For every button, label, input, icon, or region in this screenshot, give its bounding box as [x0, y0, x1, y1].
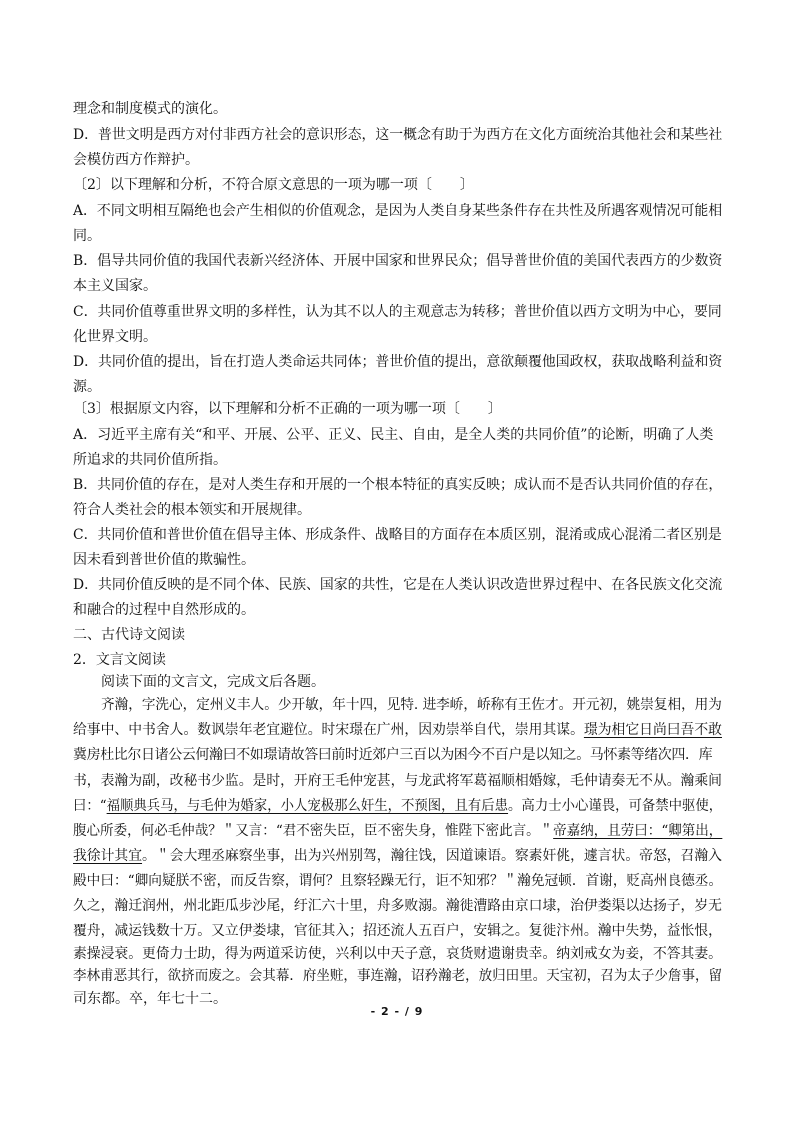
option-b: B．倡导共同价值的我国代表新兴经济体、开展中国家和世界民众；倡导普世价值的美国代表西方的少数资: [73, 253, 723, 269]
option-d: D．共同价值反映的是不同个体、民族、国家的共性，它是在人类认识改造世界过程中、在各民族文化交流: [73, 577, 723, 593]
text-line: 符合人类社会的根本领实和开展规律。: [73, 502, 311, 518]
underlined-sentence: 帝嘉纳，且劳曰：“卿第出，: [553, 823, 723, 839]
underlined-sentence: 我徐计其宜: [73, 848, 143, 864]
text-line: 会模仿西方作辩护。: [73, 152, 199, 168]
text-line: 所追求的共同价值所指。: [73, 452, 227, 468]
passage-line: 冀房杜比尔日诸公云何瀚曰不如璟请故答曰前时近郊户三百以为困今不百户是以知之。马怀素等绪次四．库: [73, 747, 713, 763]
option-a: A．习近平主席有关“和平、开展、公平、正义、民主、自由，是全人类的共同价值”的论断，明确了人类: [73, 427, 714, 443]
section-heading: 二、古代诗文阅读: [73, 627, 185, 643]
passage-line: 殿中曰：“卿向疑朕不密，而反告察，谓何？且察轻躁无行，讵不知邪？＂瀚免冠顿．首谢，贬高州良德丞。: [73, 873, 723, 889]
passage-line: 腹心所委，何必毛仲哉？＂又言：“君不密失臣，臣不密失身，惟陛下密此言。＂帝嘉纳，且劳曰：“卿第出，: [73, 823, 723, 839]
passage-line: 素操浸衰。更倚力士助，得为两道采访使，兴利以中天子意，哀货财遗谢贵幸。纳刘戒女为妾，不答其妻。: [73, 946, 722, 962]
underlined-sentence: 璟为相它日尚曰吾不敢: [583, 722, 722, 738]
text-line: 本主义国家。: [73, 278, 157, 294]
instruction-text: 阅读下面的文言文，完成文后各题。: [101, 674, 325, 690]
option-c: C．共同价值尊重世界文明的多样性，认为其不以人的主观意志为转移；普世价值以西方文明为中心，要同: [73, 304, 722, 320]
question-heading: 〔2〕以下理解和分析，不符合原文意思的一项为哪一项〔 〕: [73, 177, 474, 193]
text-line: 理念和制度模式的演化。: [73, 101, 227, 117]
option-a: A．不同文明相互隔绝也会产生相似的价值观念，是因为人类自身某些条件存在共性及所遇客观情况可能相: [73, 203, 723, 219]
text-line: D．普世文明是西方对付非西方社会的意识形态，这一概念有助于为西方在文化方面统治其他社会和某些社: [73, 127, 723, 143]
text-line: 因未看到普世价值的欺骗性。: [73, 552, 255, 568]
passage-line: 书，表瀚为副，改秘书少监。是时，开府王毛仲宠甚，与龙武将军葛福顺相婚嫁，毛仲请奏无不从。瀚乘间: [73, 773, 722, 789]
question-heading: 〔3〕根据原文内容，以下理解和分析不正确的一项为哪一项〔 〕: [73, 401, 502, 417]
option-c: C．共同价值和普世价值在倡导主体、形成条件、战略目的方面存在本质区别，混淆或成心混淆二者区别是: [73, 527, 722, 543]
text-line: 源。: [73, 379, 101, 395]
passage-line: 覆舟，减运钱数十万。又立伊娄埭，官征其入；招还流人五百户，安辑之。复徙汴州。瀚中失势，益怅恨，: [73, 923, 722, 939]
passage-line: 齐瀚，字洗心，定州义丰人。少开敏，年十四，见特. 进李峤，峤称有王佐才。开元初，姚崇复相，用为: [101, 697, 722, 713]
passage-line: 曰：“福顺典兵马，与毛仲为婚家，小人宠极那么奸生，不预图，且有后患。高力士小心谨畏，可备禁中驱使，: [73, 798, 723, 814]
text-line: 化世界文明。: [73, 329, 157, 345]
passage-line: 我徐计其宜。＂会大理丞麻察坐事，出为兴州别驾，瀚往饯，因道谏语。察素奸佻，遽言状。帝怒，召瀚入: [73, 848, 722, 864]
option-d: D．共同价值的提出，旨在打造人类命运共同体；普世价值的提出，意欲颠覆他国政权，获取战略利益和资: [73, 354, 723, 370]
passage-line: 给事中、中书舍人。数讽崇年老宜避位。时宋璟在广州，因劝崇举自代，崇用其谋。璟为相它日尚曰吾不敢: [73, 722, 722, 738]
passage-line: 久之，瀚迁润州，州北距瓜步沙尾，纡汇六十里，舟多败溺。瀚徙漕路由京口埭，治伊娄渠以达扬子，岁无: [73, 898, 722, 914]
text-line: 同。: [73, 228, 101, 244]
underlined-sentence: 福顺典兵马，与毛仲为婚家，小人宠极那么奸生，不预图，且有后患: [106, 798, 509, 814]
passage-line: 李林甫恶其行，欲挤而废之。会其幕．府坐赃，事连瀚，诏矜瀚老，放归田里。天宝初，召为太子少詹事，留: [73, 968, 723, 984]
passage-line: 司东都。卒，年七十二。: [73, 991, 227, 1007]
option-b: B．共同价值的存在，是对人类生存和开展的一个根本特征的真实反映；成认而不是否认共同价值的存在，: [73, 477, 723, 493]
text-line: 和融合的过程中自然形成的。: [73, 602, 255, 618]
question-heading: 2．文言文阅读: [73, 652, 166, 668]
page-number: - 2 - / 9: [370, 1005, 424, 1018]
